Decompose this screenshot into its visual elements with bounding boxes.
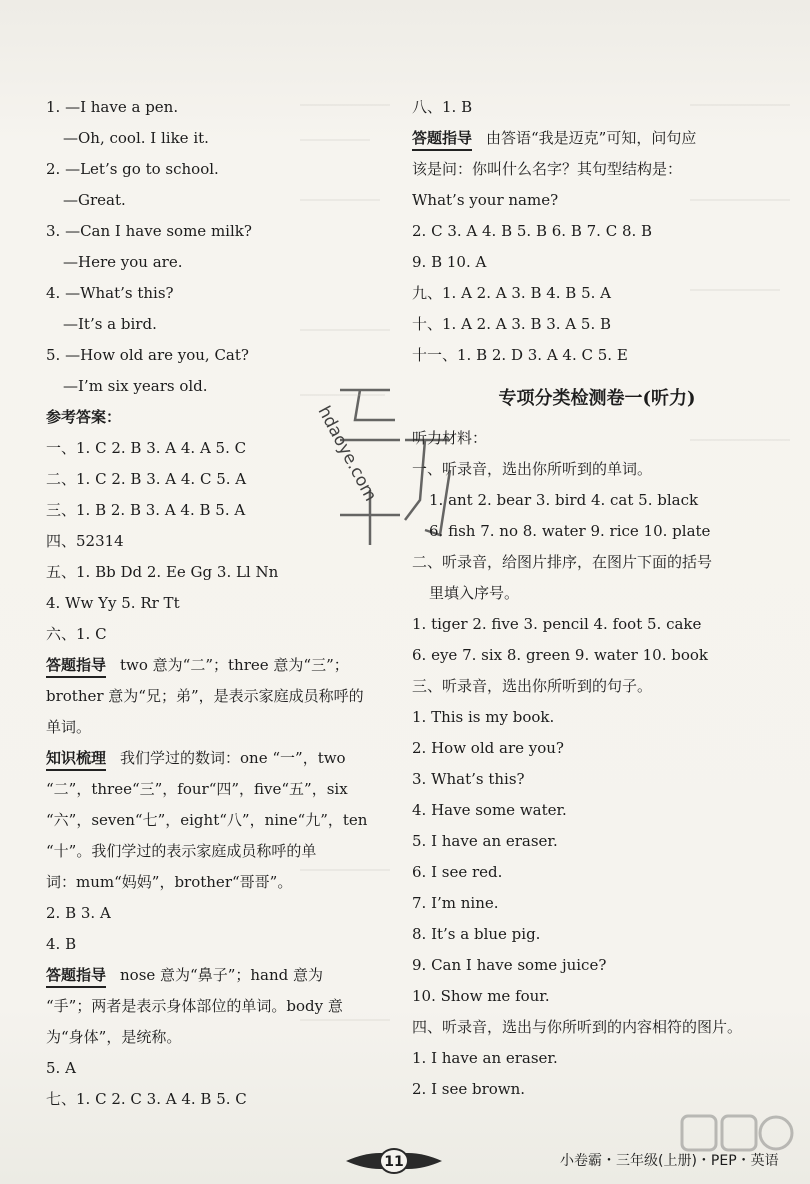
knowledge-block	[46, 743, 386, 898]
dialogue-2-b: —Great.	[63, 191, 126, 209]
part4-title: 四、听录音，选出与你所听到的内容相符的图片。	[412, 1018, 743, 1036]
tip-text: 该是问：你叫什么名字？其句型结构是：	[412, 160, 683, 178]
dialogue-5-a: 5. —How old are you, Cat?	[46, 346, 249, 364]
tip-text: “手”；两者是表示身体部位的单词。body 意	[46, 997, 343, 1015]
watermark-url: hdaoye.com	[313, 402, 381, 505]
answer-line-r5: 十一、1. B 2. D 3. A 4. C 5. E	[412, 346, 628, 364]
corner-logo-icon	[676, 1108, 796, 1168]
tip-block-3	[412, 123, 782, 216]
material-label: 听力材料：	[412, 429, 488, 447]
tip-text: 由答语“我是迈克”可知，问句应	[486, 129, 697, 147]
answer-line-11: 七、1. C 2. C 3. A 4. B 5. C	[46, 1090, 247, 1108]
part4-line-2: 2. I see brown.	[412, 1080, 526, 1098]
section-title: 专项分类检测卷一(听力)	[498, 388, 696, 409]
dialogue-4-a: 4. —What’s this?	[46, 284, 174, 302]
left-column	[46, 92, 386, 1115]
part3-line-10: 10. Show me four.	[412, 987, 550, 1005]
book-info: 小卷霸・三年级(上册)・PEP・英语	[560, 1153, 779, 1169]
part3-line-4: 4. Have some water.	[412, 801, 567, 819]
part3-title: 三、听录音，选出你所听到的句子。	[412, 677, 653, 695]
part1-title: 一、听录音，选出你所听到的单词。	[412, 460, 653, 478]
tip-text: brother 意为“兄；弟”，是表示家庭成员称呼的	[46, 687, 364, 705]
answer-line-r2: 9. B 10. A	[412, 253, 487, 271]
dialogue-5-b: —I’m six years old.	[63, 377, 208, 395]
tip-text: two 意为“二”；three 意为“三”；	[120, 656, 349, 674]
knowledge-text: “二”，three“三”，four“四”，five“五”，six	[46, 780, 348, 798]
answer-line-9: 4. B	[46, 935, 77, 953]
tip-label: 答题指导	[46, 654, 106, 678]
part3-line-1: 1. This is my book.	[412, 708, 555, 726]
tip-block-1	[46, 650, 386, 743]
knowledge-text: “十”。我们学过的表示家庭成员称呼的单	[46, 842, 317, 860]
right-column	[412, 92, 782, 1105]
part3-line-5: 5. I have an eraser.	[412, 832, 558, 850]
dialogue-4-b: —It’s a bird.	[63, 315, 157, 333]
answer-line-r1: 2. C 3. A 4. B 5. B 6. B 7. C 8. B	[412, 222, 653, 240]
answer-line-r4: 十、1. A 2. A 3. B 3. A 5. B	[412, 315, 612, 333]
answer-line-2: 二、1. C 2. B 3. A 4. C 5. A	[46, 470, 247, 488]
part2-title-cont: 里填入序号。	[429, 584, 520, 602]
part3-line-3: 3. What’s this?	[412, 770, 525, 788]
part3-line-2: 2. How old are you?	[412, 739, 564, 757]
page-number-badge	[346, 1147, 442, 1175]
knowledge-text: “六”，seven“七”，eight“八”，nine“九”，ten	[46, 811, 368, 829]
answer-line-1: 一、1. C 2. B 3. A 4. A 5. C	[46, 439, 247, 457]
part3-line-9: 9. Can I have some juice?	[412, 956, 607, 974]
dialogue-list	[46, 92, 386, 402]
page-number: 11	[384, 1154, 404, 1170]
answer-line-3: 三、1. B 2. B 3. A 4. B 5. A	[46, 501, 246, 519]
part3-line-7: 7. I’m nine.	[412, 894, 499, 912]
answer-eight: 八、1. B	[412, 98, 473, 116]
answer-line-6: 4. Ww Yy 5. Rr Tt	[46, 594, 180, 612]
tip-text: nose 意为“鼻子”；hand 意为	[120, 966, 324, 984]
part1-line-1: 1. ant 2. bear 3. bird 4. cat 5. black	[429, 491, 699, 509]
dialogue-1-b: —Oh, cool. I like it.	[63, 129, 209, 147]
part1-line-2: 6. fish 7. no 8. water 9. rice 10. plate	[429, 522, 711, 540]
answer-line-10: 5. A	[46, 1059, 76, 1077]
part2-title: 二、听录音，给图片排序，在图片下面的括号	[412, 553, 713, 571]
tip-text: 单词。	[46, 718, 92, 736]
part2-line-2: 6. eye 7. six 8. green 9. water 10. book	[412, 646, 708, 664]
dialogue-1-a: 1. —I have a pen.	[46, 98, 179, 116]
watermark-stamp	[300, 370, 470, 560]
part4-line-1: 1. I have an eraser.	[412, 1049, 558, 1067]
tip-block-2	[46, 960, 386, 1053]
answer-line-5: 五、1. Bb Dd 2. Ee Gg 3. Ll Nn	[46, 563, 279, 581]
dialogue-3-a: 3. —Can I have some milk?	[46, 222, 252, 240]
reference-answers-label: 参考答案：	[46, 408, 122, 426]
part2-line-1: 1. tiger 2. five 3. pencil 4. foot 5. cake	[412, 615, 702, 633]
tip-label: 答题指导	[412, 127, 472, 151]
answer-line-r3: 九、1. A 2. A 3. B 4. B 5. A	[412, 284, 612, 302]
tip-text: 为“身体”，是统称。	[46, 1028, 182, 1046]
part3-line-8: 8. It’s a blue pig.	[412, 925, 541, 943]
knowledge-text: 词：mum“妈妈”，brother“哥哥”。	[46, 873, 293, 891]
tip-label: 答题指导	[46, 964, 106, 988]
tip-text: What’s your name?	[412, 191, 559, 209]
knowledge-label: 知识梳理	[46, 747, 106, 771]
knowledge-text: 我们学过的数词：one “一”，two	[120, 749, 346, 767]
answer-line-8: 2. B 3. A	[46, 904, 111, 922]
dialogue-3-b: —Here you are.	[63, 253, 183, 271]
answer-line-4: 四、52314	[46, 532, 124, 550]
dialogue-2-a: 2. —Let’s go to school.	[46, 160, 219, 178]
part3-line-6: 6. I see red.	[412, 863, 503, 881]
answer-line-7: 六、1. C	[46, 625, 107, 643]
